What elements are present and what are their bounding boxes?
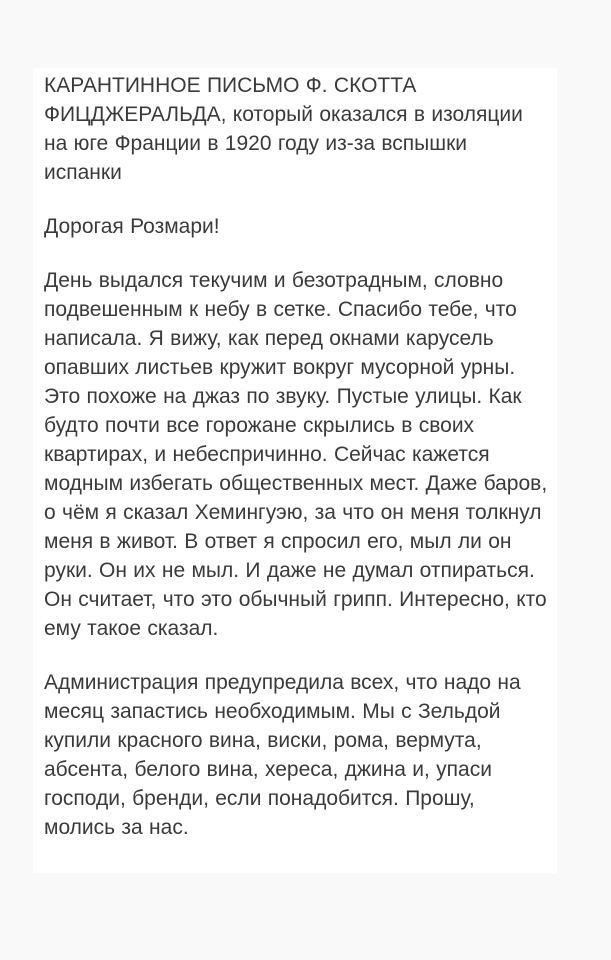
letter-paragraph: Администрация предупредила всех, что надо на месяц запастись необходимым. Мы с Зельдой купили красного вина, виски, рома, вермута, абсента, белого вина, хереса, джина и, упаси господи, бренди, если понадобится. Прошу, молись за нас. <box>44 671 521 839</box>
letter-title: КАРАНТИННОЕ ПИСЬМО Ф. СКОТТА ФИЦДЖЕРАЛЬДА, который оказался в изоляции на юге Франции в 1920 году из-за вспышки испанки <box>44 74 523 184</box>
letter-salutation: Дорогая Розмари! <box>44 215 220 238</box>
letter-card <box>33 68 557 873</box>
letter-paragraph: День выдался текучим и безотрадным, словно подвешенным к небу в сетке. Спасибо тебе, что написала. Я вижу, как перед окнами карусель опавших листьев кружит вокруг мусорной урны. Это похоже на джаз по звуку. Пустые улицы. Как будто почти все горожане скрылись в своих квартирах, и небеспричинно. Сейчас кажется модным избегать общественных мест. Даже баров, о чём я сказал Хемингуэю, за что он меня толкнул меня в живот. В ответ я спросил его, мыл ли он руки. Он их не мыл. И даже не думал отпираться. Он считает, что это обычный грипп. Интересно, кто ему такое сказал. <box>44 269 548 640</box>
